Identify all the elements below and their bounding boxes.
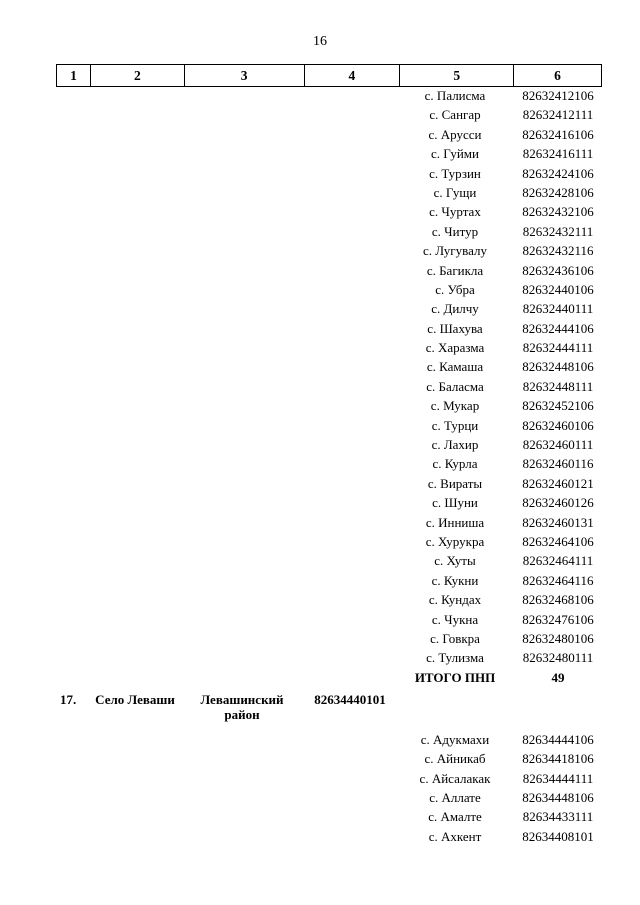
table-row bbox=[0, 203, 640, 222]
settlement-code: 82634408101 bbox=[522, 828, 594, 844]
settlement-name: с. Гуйми bbox=[431, 146, 479, 162]
settlement-name: с. Хурукра bbox=[425, 533, 485, 549]
table-row bbox=[0, 808, 640, 827]
settlement-code: 82632460111 bbox=[522, 437, 594, 453]
settlement-name: с. Багикла bbox=[426, 262, 484, 278]
settlement-code: 82634448106 bbox=[522, 789, 594, 805]
settlement-name: с. Ахкент bbox=[428, 828, 482, 844]
settlement-code: 82632464116 bbox=[522, 572, 594, 588]
settlement-name: с. Чукна bbox=[431, 611, 479, 627]
settlement-code: 82632468106 bbox=[522, 592, 594, 608]
settlement-code: 82632460126 bbox=[522, 495, 594, 511]
settlement-name: с. Шахува bbox=[427, 320, 483, 336]
table-row bbox=[0, 514, 640, 533]
settlement-name: с. Турци bbox=[431, 417, 479, 433]
settlement-name: с. Кукни bbox=[431, 572, 479, 588]
table-row bbox=[0, 533, 640, 552]
settlement-code: 82632412111 bbox=[522, 107, 594, 123]
table-row bbox=[0, 320, 640, 339]
settlement-name: с. Читур bbox=[431, 223, 479, 239]
settlement-name: с. Дилчу bbox=[431, 301, 479, 317]
settlement-name: с. Лахир bbox=[431, 437, 479, 453]
table-row bbox=[0, 455, 640, 474]
table-row bbox=[0, 611, 640, 630]
table-row bbox=[0, 165, 640, 184]
settlement-code: 82632448111 bbox=[522, 378, 594, 394]
table-row bbox=[0, 630, 640, 649]
settlement-name: с. Гущи bbox=[433, 184, 477, 200]
settlement-code: 82632440111 bbox=[522, 301, 594, 317]
settlement-code: 82632432106 bbox=[522, 204, 594, 220]
table-row bbox=[0, 358, 640, 377]
table-row bbox=[0, 494, 640, 513]
table-row bbox=[0, 552, 640, 571]
table-row bbox=[0, 281, 640, 300]
table-row bbox=[0, 770, 640, 789]
settlement-code: 82632432116 bbox=[522, 243, 594, 259]
header-col-2: 2 bbox=[90, 65, 184, 87]
settlement-name: с. Камаша bbox=[426, 359, 484, 375]
entry-district: Левашинский район bbox=[200, 691, 284, 722]
table-row bbox=[0, 242, 640, 261]
settlement-code: 82632428106 bbox=[522, 184, 594, 200]
page-number: 16 bbox=[313, 34, 327, 49]
settlement-code: 82634444106 bbox=[522, 731, 594, 747]
header-col-4: 4 bbox=[304, 65, 400, 87]
settlement-code: 82632452106 bbox=[522, 398, 594, 414]
settlement-code: 82632432111 bbox=[522, 223, 594, 239]
entry-number: 17. bbox=[60, 691, 77, 707]
settlement-code: 82632476106 bbox=[522, 611, 594, 627]
table-row bbox=[0, 262, 640, 281]
settlement-name: с. Хуты bbox=[434, 553, 476, 569]
table-row bbox=[0, 378, 640, 397]
table-row bbox=[0, 223, 640, 242]
settlement-name: с. Инниша bbox=[425, 514, 485, 530]
table-row bbox=[0, 339, 640, 358]
settlement-code: 82632416111 bbox=[522, 146, 594, 162]
settlement-entry bbox=[0, 688, 640, 731]
settlement-name: с. Сангар bbox=[429, 107, 481, 123]
settlement-name: с. Харазма bbox=[425, 340, 485, 356]
settlement-name: с. Амалте bbox=[428, 809, 482, 825]
settlement-name: с. Палисма bbox=[424, 88, 486, 103]
settlement-code: 82632460116 bbox=[522, 456, 594, 472]
settlement-name: с. Тулизма bbox=[426, 650, 484, 666]
table-row bbox=[0, 126, 640, 145]
settlement-code: 82632460121 bbox=[522, 475, 594, 491]
total-row bbox=[0, 669, 640, 688]
settlement-name: с. Шуни bbox=[432, 495, 478, 511]
table-row bbox=[0, 87, 640, 106]
settlement-name: с. Говкра bbox=[430, 630, 480, 646]
table-row bbox=[0, 300, 640, 319]
table-row bbox=[0, 789, 640, 808]
table-row bbox=[0, 649, 640, 668]
settlement-name: с. Турзин bbox=[429, 165, 481, 181]
settlement-code: 82632444106 bbox=[522, 320, 594, 336]
settlement-code: 82632416106 bbox=[522, 126, 594, 142]
table-row bbox=[0, 145, 640, 164]
settlement-code: 82632440106 bbox=[522, 281, 594, 297]
settlement-name: с. Аллате bbox=[429, 789, 481, 805]
table-row bbox=[0, 731, 640, 750]
table-row bbox=[0, 475, 640, 494]
header-col-6: 6 bbox=[514, 65, 602, 87]
header-col-3: 3 bbox=[184, 65, 304, 87]
settlement-name: с. Убра bbox=[435, 281, 475, 297]
settlement-code: 82632480111 bbox=[522, 650, 594, 666]
settlement-name: с. Чуртах bbox=[429, 204, 481, 220]
settlement-code: 82632448106 bbox=[522, 359, 594, 375]
settlement-code: 82632460106 bbox=[522, 417, 594, 433]
entry-code: 82634440101 bbox=[314, 691, 386, 707]
settlement-code: 82634433111 bbox=[522, 809, 594, 825]
settlement-name: с. Баласма bbox=[426, 378, 484, 394]
settlement-name: с. Вираты bbox=[427, 475, 483, 491]
table-row bbox=[0, 572, 640, 591]
settlement-name: с. Кундах bbox=[428, 592, 482, 608]
table-header bbox=[56, 64, 602, 87]
settlement-name: с. Мукар bbox=[430, 398, 480, 414]
settlement-name: с. Айникаб bbox=[424, 751, 486, 767]
settlement-code: 82632464106 bbox=[522, 533, 594, 549]
settlement-name: с. Лугувалу bbox=[423, 243, 487, 259]
table-row bbox=[0, 397, 640, 416]
settlement-code: 82632412106 bbox=[522, 88, 594, 103]
table-row bbox=[0, 106, 640, 125]
header-col-1: 1 bbox=[57, 65, 91, 87]
settlement-code: 82632480106 bbox=[522, 630, 594, 646]
settlement-code: 82632444111 bbox=[522, 340, 594, 356]
table-body bbox=[0, 87, 640, 847]
settlement-code: 82634444111 bbox=[522, 770, 594, 786]
settlement-code: 82632460131 bbox=[522, 514, 594, 530]
total-value: 49 bbox=[551, 669, 565, 685]
settlement-code: 82632464111 bbox=[522, 553, 594, 569]
settlement-code: 82634418106 bbox=[522, 751, 594, 767]
table-row bbox=[0, 417, 640, 436]
table-row bbox=[0, 750, 640, 769]
settlement-name: с. Арусси bbox=[428, 126, 482, 142]
settlement-name: с. Курла bbox=[432, 456, 478, 472]
header-col-5: 5 bbox=[400, 65, 514, 87]
table-row bbox=[0, 184, 640, 203]
total-label: ИТОГО ПНП bbox=[414, 669, 496, 685]
table-row bbox=[0, 591, 640, 610]
settlement-name: с. Адукмахи bbox=[420, 731, 490, 747]
settlement-code: 82632436106 bbox=[522, 262, 594, 278]
table-row bbox=[0, 436, 640, 455]
settlement-code: 82632424106 bbox=[522, 165, 594, 181]
entry-name: Село Леваши bbox=[95, 691, 175, 707]
table-row bbox=[0, 828, 640, 847]
settlement-name: с. Айсалакак bbox=[419, 770, 491, 786]
